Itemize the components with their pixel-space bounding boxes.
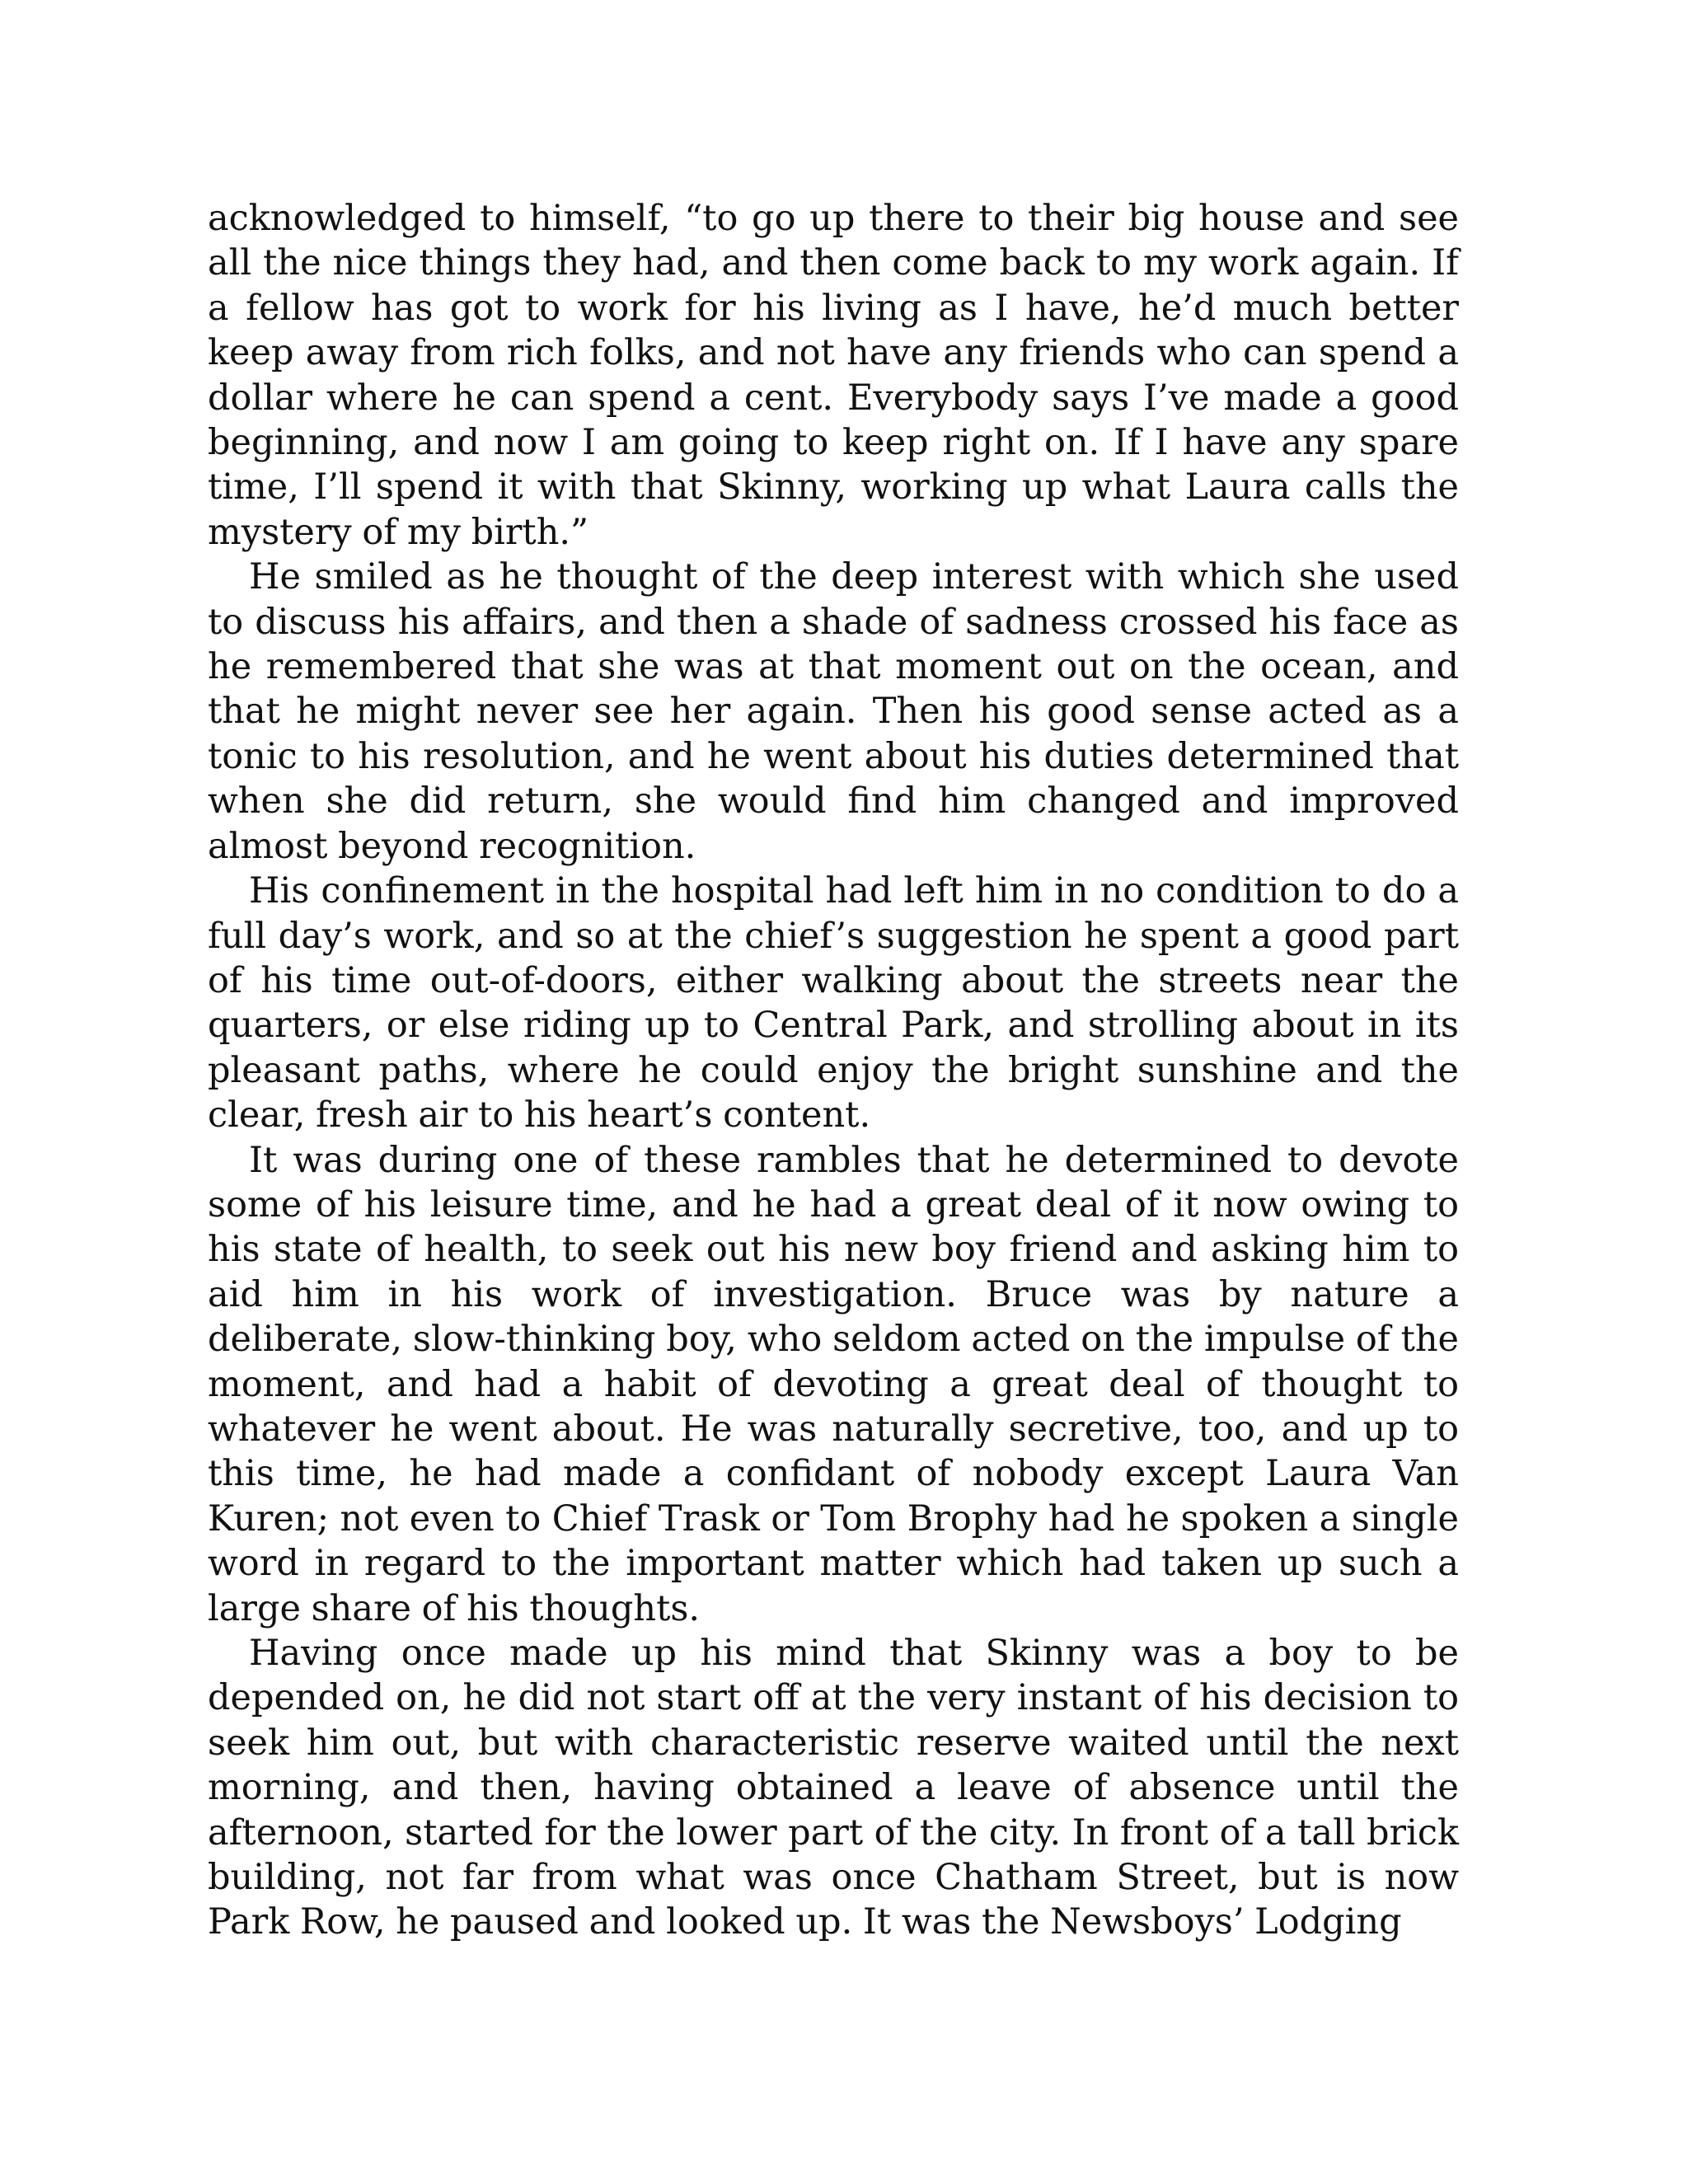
paragraph: He smiled as he thought of the deep interest with which she used to discuss his affairs, and then a shade of sadness crossed his face as he remembered that she was at that moment out on the ocean, and that he might never see her again. Then his good sense acted as a tonic to his resolution, and he went about his duties determined that when she did return, she would find him changed and improved almost beyond recognition. xyxy=(208,556,1459,867)
page-body xyxy=(208,196,1459,1945)
paragraph: His confinement in the hospital had left him in no condition to do a full day’s work, and so at the chief’s suggestion he spent a good part of his time out-of-doors, either walking about the streets near the quarters, or else riding up to Central Park, and strolling about in its pleasant paths, where he could enjoy the bright sunshine and the clear, fresh air to his heart’s content. xyxy=(208,870,1459,1137)
paragraph-continuation: acknowledged to himself, “to go up there to their big house and see all the nice things they had, and then come back to my work again. If a fellow has got to work for his living as I have, he’d much better keep away from rich folks, and not have any friends who can spend a dollar where he can spend a cent. Everybody says I’ve made a good beginning, and now I am going to keep right on. If I have any spare time, I’ll spend it with that Skinny, working up what Laura calls the mystery of my birth.” xyxy=(208,198,1459,553)
paragraph: It was during one of these rambles that he determined to devote some of his leisure time, and he had a great deal of it now owing to his state of health, to seek out his new boy friend and asking him to aid him in his work of investigation. Bruce was by nature a deliberate, slow-thinking boy, who seldom acted on the impulse of the moment, and had a habit of devoting a great deal of thought to whatever he went about. He was naturally secretive, too, and up to this time, he had made a confidant of nobody except Laura Van Kuren; not even to Chief Trask or Tom Brophy had he spoken a single word in regard to the important matter which had taken up such a large share of his thoughts. xyxy=(208,1139,1459,1629)
paragraph-last: Having once made up his mind that Skinny was a boy to be depended on, he did not start off at the very instant of his decision to seek him out, but with characteristic reserve waited until the next morning, and then, having obtained a leave of absence until the afternoon, started for the lower part of the city. In front of a tall brick building, not far from what was once Chatham Street, but is now Park Row, he paused and looked up. It was the Newsboys’ Lodging xyxy=(208,1633,1459,1943)
